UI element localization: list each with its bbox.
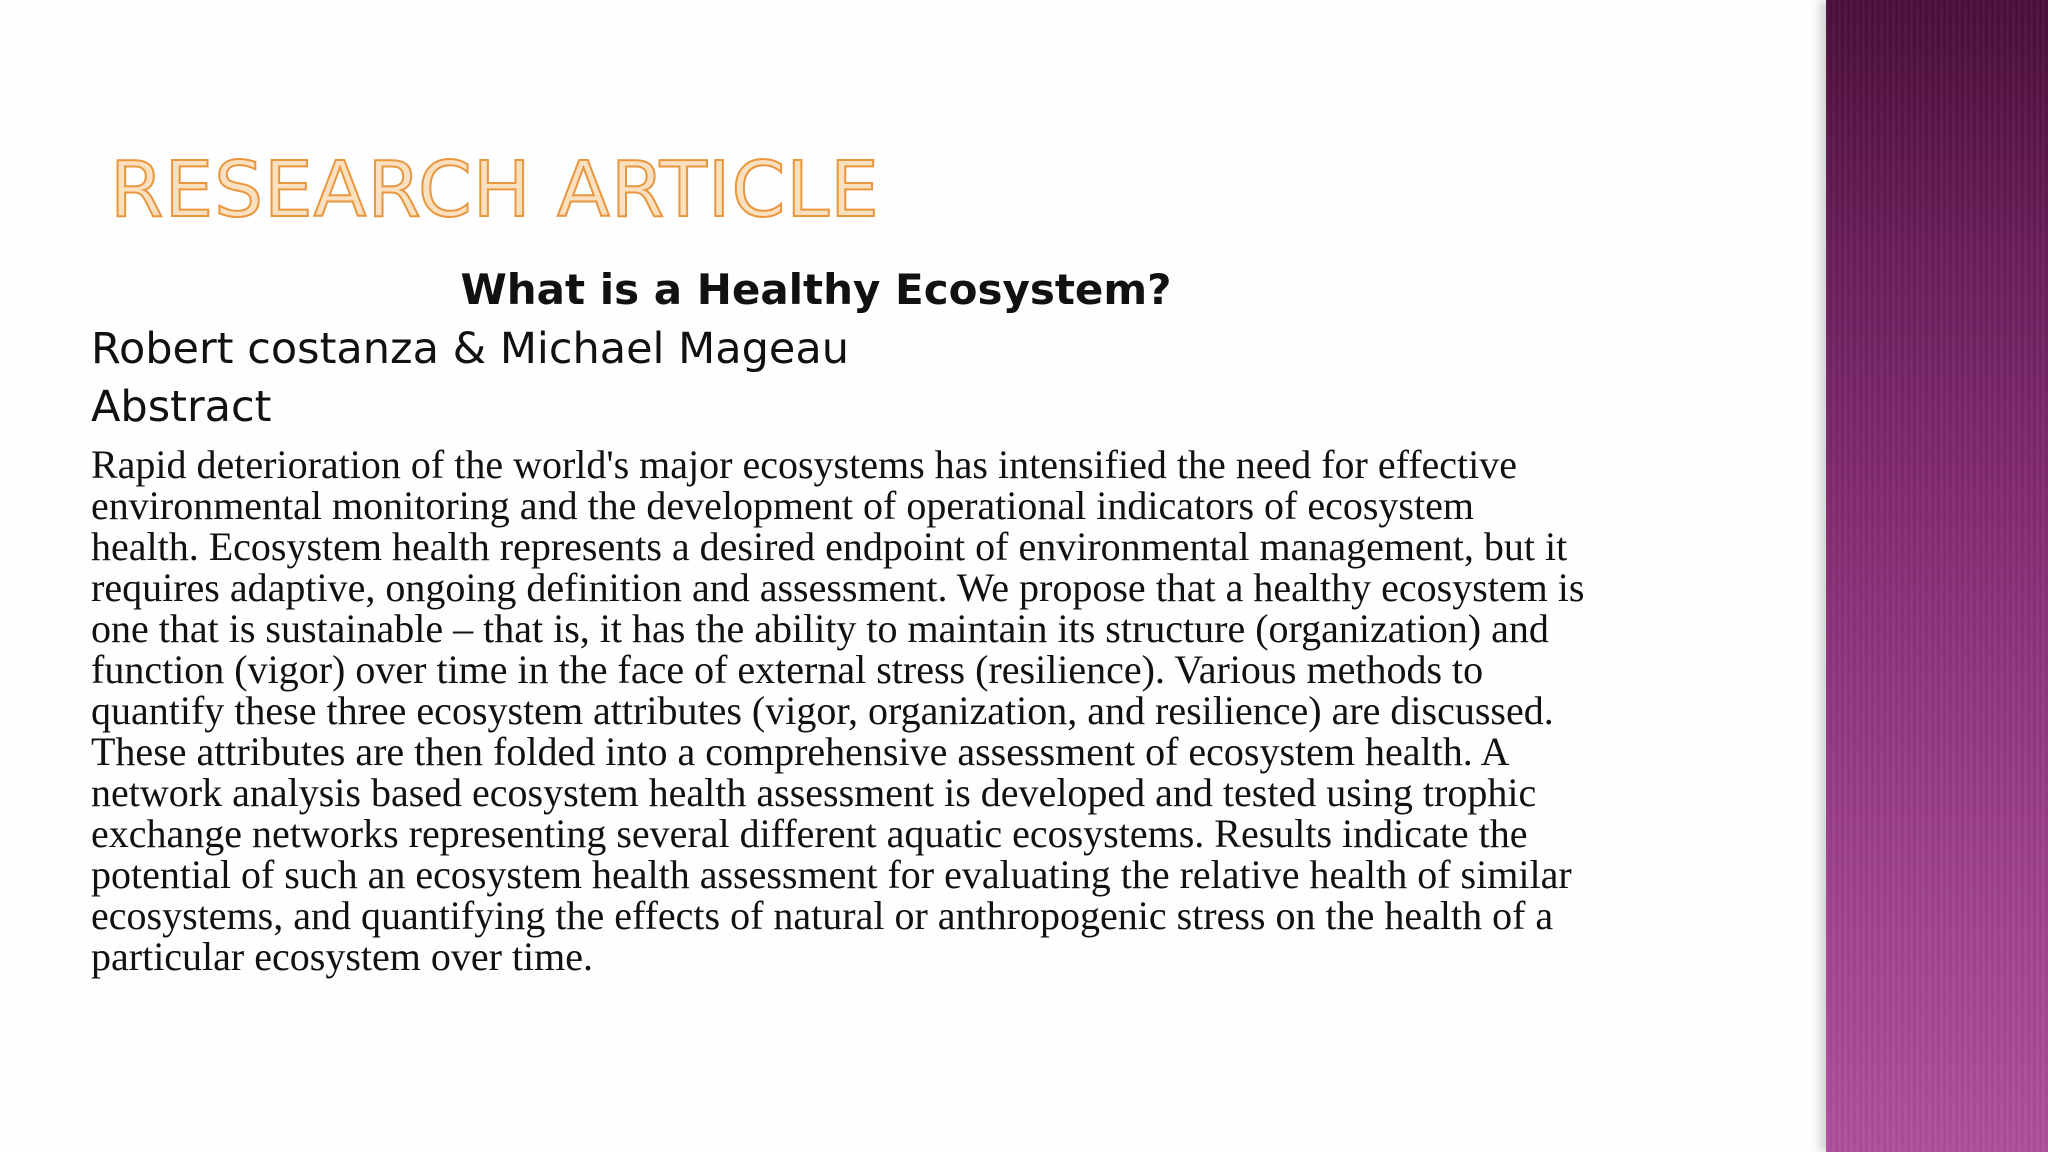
slide-title: RESEARCH ARTICLE: [110, 146, 880, 235]
authors: Robert costanza & Michael Mageau: [91, 324, 849, 374]
abstract-body: Rapid deterioration of the world's major ecosystems has intensified the need for effective environmental monitoring and the development of operational indicators of ecosystem health. Ecosystem health represents a desired endpoint of environmental management, but it requires adaptive, ongoing definition and assessment. We propose that a healthy ecosystem is one that is sustainable – that is, it has the ability to maintain its structure (organization) and function (vigor) over time in the face of external stress (resilience). Various methods to quantify these three ecosystem attributes (vigor, organization, and resilience) are discussed. These attributes are then folded into a comprehensive assessment of ecosystem health. A network analysis based ecosystem health assessment is developed and tested using trophic exchange networks representing several different aquatic ecosystems. Results indicate the potential of such an ecosystem health assessment for evaluating the relative health of similar ecosystems, and quantifying the effects of natural or anthropogenic stress on the health of a particular ecosystem over time.: [91, 442, 1585, 979]
decorative-side-band: [1826, 0, 2048, 1152]
abstract-label: Abstract: [91, 382, 272, 432]
article-title: What is a Healthy Ecosystem?: [460, 265, 1172, 314]
